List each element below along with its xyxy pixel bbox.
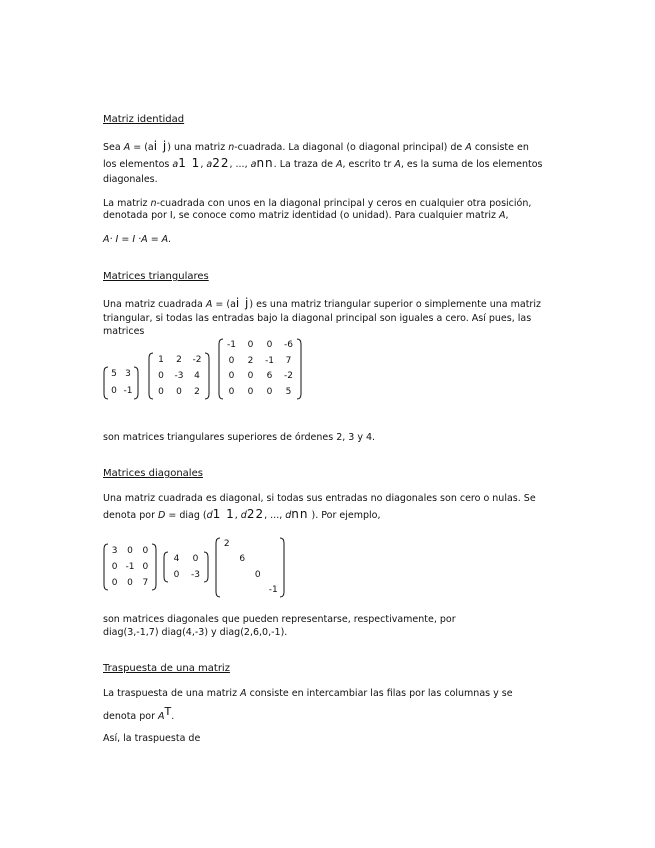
matrix-cell: 0: [158, 370, 164, 381]
matrix-cell: -1: [123, 386, 133, 396]
matrix-cell: 4: [173, 553, 180, 564]
matrix-cell: 6: [239, 554, 246, 565]
paragraph-line: Sea A = (ai j) una matriz n-cuadrada. La diagonal (o diagonal principal) de A consiste en: [103, 139, 529, 153]
matrix-cell: 5: [285, 386, 292, 397]
matrix-cell: -1: [268, 584, 278, 595]
paragraph-line: denota por D = diag (d1 1, d22, ..., dnn ). Por ejemplo,: [103, 507, 381, 521]
matrix-cell: 0: [111, 561, 118, 572]
diagonal-matrix-4x4: [215, 537, 285, 598]
paragraph-line: Una matriz cuadrada A = (ai j) es una matriz triangular superior o simplemente una matriz: [103, 296, 541, 310]
matrix-cell: 0: [127, 545, 133, 556]
bracket: [280, 538, 284, 597]
matrix-cell: 0: [266, 386, 273, 397]
matrix-cell: 0: [111, 386, 117, 396]
matrix-cell: 0: [228, 386, 235, 397]
triangular-matrix-4x4: [218, 338, 302, 400]
paragraph-line: Así, la traspuesta de: [103, 733, 201, 744]
bracket: [219, 339, 223, 399]
paragraph-line: son matrices triangulares superiores de órdenes 2, 3 y 4.: [103, 432, 376, 443]
diagonal-matrix-3x3: [103, 543, 157, 591]
matrix-cell: 0: [266, 340, 273, 351]
matrix-cell: -1: [265, 355, 274, 366]
matrix-cell: 2: [247, 355, 254, 366]
bracket: [164, 552, 168, 582]
diagonal-matrix-2x2: [163, 551, 209, 583]
matrix-cell: 1: [158, 354, 164, 365]
paragraph-line: Una matriz cuadrada es diagonal, si todas sus entradas no diagonales son cero o nulas. Se: [103, 493, 536, 504]
matrix-cell: -2: [192, 354, 202, 365]
heading-matrices-diagonales: Matrices diagonales: [103, 468, 203, 479]
matrix-cell: 5: [111, 369, 117, 379]
matrix-cell: 4: [194, 370, 200, 381]
paragraph-line: denota por $A^T$.: [103, 705, 175, 723]
matrix-cell: 0: [247, 340, 254, 351]
triangular-matrix-3x3: [148, 352, 210, 400]
matrix-cell: 0: [142, 561, 149, 572]
matrix-cell: -1: [227, 340, 236, 351]
matrix-cell: 2: [223, 539, 230, 550]
matrix-cell: 2: [176, 354, 182, 365]
triangular-matrix-2x2: [103, 366, 139, 400]
matrix-cell: 0: [158, 386, 164, 397]
matrix-cell: 7: [142, 577, 149, 588]
paragraph-line: La matriz n-cuadrada con unos en la diagonal principal y ceros en cualquier otra posición,: [103, 198, 532, 209]
heading-matrices-triangulares: Matrices triangulares: [103, 271, 209, 282]
bracket: [297, 339, 301, 399]
matrix-cell: 0: [247, 371, 254, 382]
paragraph-line: matrices: [103, 326, 145, 337]
matrix-cell: -6: [284, 340, 293, 351]
matrix-cell: 0: [228, 355, 235, 366]
paragraph-line: son matrices diagonales que pueden representarse, respectivamente, por: [103, 614, 456, 625]
bracket: [205, 353, 209, 399]
matrix-cell: 0: [247, 386, 254, 397]
matrix-cell: -2: [284, 371, 293, 382]
matrix-cell: 0: [111, 577, 118, 588]
bracket: [204, 552, 208, 582]
matrix-cell: 0: [176, 386, 182, 397]
matrix-cell: 2: [194, 386, 200, 397]
matrix-cell: -3: [191, 569, 200, 580]
identity-equation: A· I = I ·A = A.: [103, 234, 172, 245]
matrix-cell: -3: [174, 370, 184, 381]
paragraph-line: diag(3,-1,7) diag(4,-3) y diag(2,6,0,-1).: [103, 627, 288, 638]
matrix-cell: 3: [111, 545, 118, 556]
bracket: [149, 353, 153, 399]
matrix-cell: 0: [173, 569, 180, 580]
matrix-cell: 7: [285, 355, 292, 366]
paragraph-line: los elementos a1 1, a22, ..., ann. La traza de A, escrito tr A, es la suma de los elementos: [103, 156, 543, 170]
paragraph-line: triangular, si todas las entradas bajo la diagonal principal son iguales a cero. Así pues, las: [103, 313, 532, 324]
matrix-cell: 0: [142, 545, 149, 556]
matrix-cell: 0: [254, 569, 261, 580]
matrix-cell: 0: [127, 577, 133, 588]
matrix-cell: -1: [125, 561, 135, 572]
matrix-cell: 0: [192, 553, 199, 564]
bracket: [152, 544, 156, 590]
paragraph-line: denotada por I, se conoce como matriz identidad (o unidad). Para cualquier matriz A,: [103, 210, 509, 221]
matrix-cell: 6: [266, 371, 273, 382]
paragraph-line: diagonales.: [103, 174, 158, 185]
paragraph-line: La traspuesta de una matriz A consiste en intercambiar las filas por las columnas y se: [103, 688, 513, 699]
heading-matriz-identidad: Matriz identidad: [103, 114, 185, 125]
matrix-cell: 3: [125, 369, 131, 379]
heading-traspuesta: Traspuesta de una matriz: [103, 663, 230, 674]
matrix-cell: 0: [228, 371, 235, 382]
